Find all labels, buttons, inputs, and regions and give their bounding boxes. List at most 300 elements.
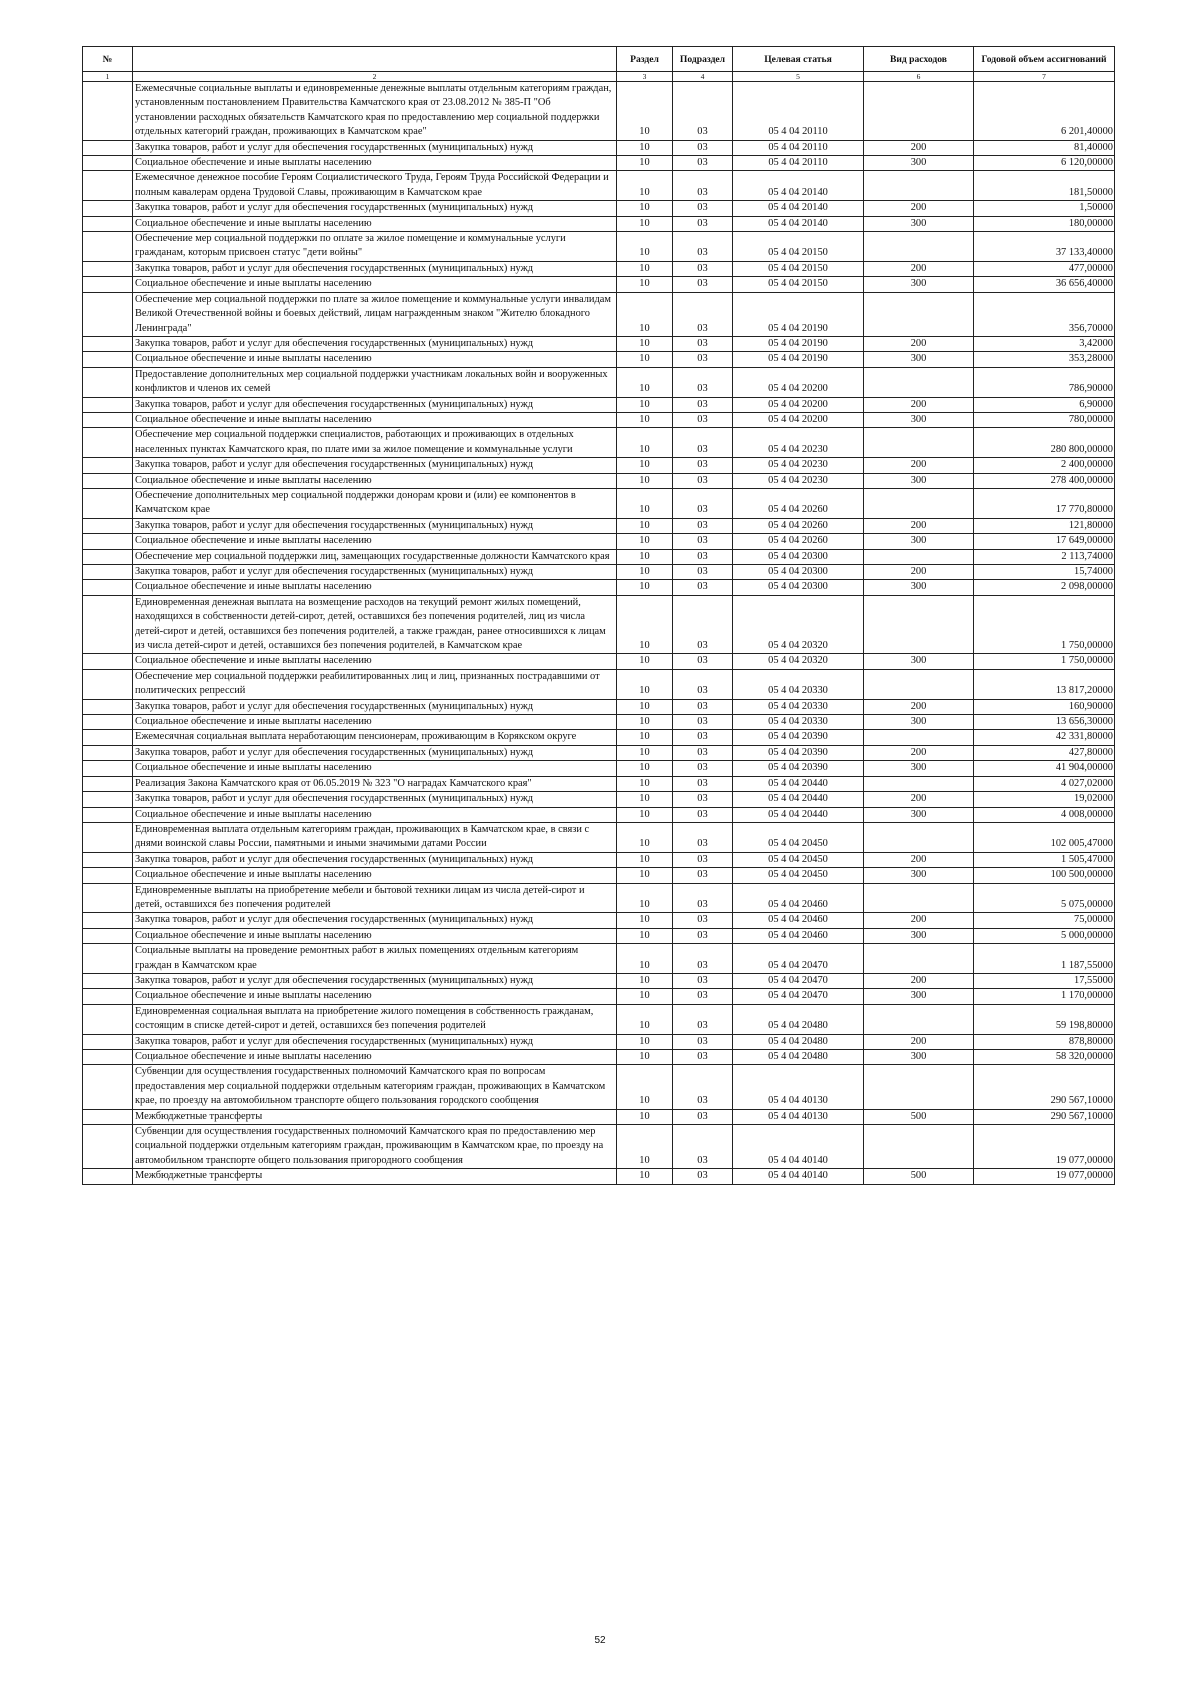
row-amount-cell: 81,40000 <box>974 140 1115 155</box>
row-number-cell <box>83 654 133 669</box>
row-subsection-cell: 03 <box>673 1169 733 1184</box>
row-number-cell <box>83 1169 133 1184</box>
row-subsection-cell: 03 <box>673 261 733 276</box>
row-name-cell: Ежемесячная социальная выплата неработающим пенсионерам, проживающим в Корякском округе <box>133 730 617 745</box>
row-subsection-cell: 03 <box>673 534 733 549</box>
row-name-cell: Единовременная социальная выплата на приобретение жилого помещения в собственность гражданам, состоящим в списке детей-сирот и детей, оставшихся без попечения родителей <box>133 1004 617 1034</box>
row-number-cell <box>83 807 133 822</box>
row-number-cell <box>83 699 133 714</box>
row-name-cell: Закупка товаров, работ и услуг для обеспечения государственных (муниципальных) нужд <box>133 745 617 760</box>
row-number-cell <box>83 367 133 397</box>
row-amount-cell: 6 201,40000 <box>974 82 1115 141</box>
row-section-cell: 10 <box>617 261 673 276</box>
row-name-cell: Обеспечение мер социальной поддержки лиц, замещающих государственные должности Камчатского края <box>133 549 617 564</box>
row-target-article-cell: 05 4 04 20470 <box>733 989 864 1004</box>
row-subsection-cell: 03 <box>673 595 733 654</box>
table-row <box>83 565 1115 580</box>
row-section-cell: 10 <box>617 595 673 654</box>
row-amount-cell: 1,50000 <box>974 201 1115 216</box>
row-name-cell: Ежемесячное денежное пособие Героям Социалистического Труда, Героям Труда Российской Федерации и полным кавалерам ордена Трудовой Славы, проживающим в Камчатском крае <box>133 171 617 201</box>
row-subsection-cell: 03 <box>673 412 733 427</box>
row-number-cell <box>83 852 133 867</box>
row-subsection-cell: 03 <box>673 488 733 518</box>
row-number-cell <box>83 822 133 852</box>
row-amount-cell: 780,00000 <box>974 412 1115 427</box>
row-amount-cell: 13 656,30000 <box>974 715 1115 730</box>
row-subsection-cell: 03 <box>673 761 733 776</box>
row-target-article-cell: 05 4 04 20300 <box>733 549 864 564</box>
table-row <box>83 776 1115 791</box>
row-subsection-cell: 03 <box>673 580 733 595</box>
row-expense-type-cell <box>864 776 974 791</box>
row-section-cell: 10 <box>617 807 673 822</box>
row-number-cell <box>83 201 133 216</box>
row-number-cell <box>83 473 133 488</box>
table-row <box>83 156 1115 171</box>
row-number-cell <box>83 1004 133 1034</box>
row-subsection-cell: 03 <box>673 201 733 216</box>
row-expense-type-cell: 200 <box>864 518 974 533</box>
row-amount-cell: 290 567,10000 <box>974 1109 1115 1124</box>
row-target-article-cell: 05 4 04 20440 <box>733 776 864 791</box>
row-subsection-cell: 03 <box>673 822 733 852</box>
row-name-cell: Социальное обеспечение и иные выплаты населению <box>133 807 617 822</box>
table-row <box>83 730 1115 745</box>
row-number-cell <box>83 156 133 171</box>
table-row <box>83 488 1115 518</box>
row-target-article-cell: 05 4 04 20140 <box>733 201 864 216</box>
row-target-article-cell: 05 4 04 20450 <box>733 852 864 867</box>
row-amount-cell: 878,80000 <box>974 1034 1115 1049</box>
table-row <box>83 715 1115 730</box>
row-subsection-cell: 03 <box>673 397 733 412</box>
row-amount-cell: 278 400,00000 <box>974 473 1115 488</box>
column-number-5: 5 <box>733 72 864 82</box>
row-target-article-cell: 05 4 04 20110 <box>733 156 864 171</box>
row-number-cell <box>83 715 133 730</box>
header-number: № <box>83 47 133 72</box>
row-subsection-cell: 03 <box>673 1050 733 1065</box>
row-expense-type-cell: 300 <box>864 534 974 549</box>
row-expense-type-cell <box>864 822 974 852</box>
row-expense-type-cell: 300 <box>864 473 974 488</box>
row-subsection-cell: 03 <box>673 1034 733 1049</box>
row-target-article-cell: 05 4 04 20230 <box>733 473 864 488</box>
row-name-cell: Обеспечение мер социальной поддержки реабилитированных лиц и лиц, признанных пострадавшими от политических репрессий <box>133 669 617 699</box>
row-amount-cell: 17 649,00000 <box>974 534 1115 549</box>
row-section-cell: 10 <box>617 397 673 412</box>
row-name-cell: Субвенции для осуществления государственных полномочий Камчатского края по вопросам предоставления мер социальной поддержки отдельным категориям граждан, проживающих в Камчатском крае, по проезду на автомобильном транспорте общего пользования городского сообщения <box>133 1065 617 1109</box>
row-target-article-cell: 05 4 04 20190 <box>733 292 864 336</box>
row-amount-cell: 4 027,02000 <box>974 776 1115 791</box>
row-section-cell: 10 <box>617 518 673 533</box>
row-amount-cell: 121,80000 <box>974 518 1115 533</box>
row-expense-type-cell <box>864 944 974 974</box>
row-amount-cell: 3,42000 <box>974 336 1115 351</box>
row-section-cell: 10 <box>617 171 673 201</box>
table-row <box>83 534 1115 549</box>
row-number-cell <box>83 883 133 913</box>
row-expense-type-cell: 300 <box>864 352 974 367</box>
row-subsection-cell: 03 <box>673 82 733 141</box>
row-expense-type-cell: 200 <box>864 699 974 714</box>
row-target-article-cell: 05 4 04 20110 <box>733 82 864 141</box>
row-name-cell: Социальное обеспечение и иные выплаты населению <box>133 534 617 549</box>
row-expense-type-cell: 200 <box>864 565 974 580</box>
row-number-cell <box>83 761 133 776</box>
row-section-cell: 10 <box>617 745 673 760</box>
row-target-article-cell: 05 4 04 20300 <box>733 565 864 580</box>
row-name-cell: Обеспечение мер социальной поддержки по плате за жилое помещение и коммунальные услуги инвалидам Великой Отечественной войны и боевых действий, лицам награжденным знаком "Жителю блокадного Ленинграда" <box>133 292 617 336</box>
row-expense-type-cell: 200 <box>864 852 974 867</box>
row-amount-cell: 160,90000 <box>974 699 1115 714</box>
row-amount-cell: 180,00000 <box>974 216 1115 231</box>
row-number-cell <box>83 518 133 533</box>
row-expense-type-cell <box>864 292 974 336</box>
row-expense-type-cell: 300 <box>864 868 974 883</box>
row-name-cell: Социальное обеспечение и иные выплаты населению <box>133 1050 617 1065</box>
row-name-cell: Предоставление дополнительных мер социальной поддержки участникам локальных войн и вооруженных конфликтов и членов их семей <box>133 367 617 397</box>
row-name-cell: Социальное обеспечение и иные выплаты населению <box>133 715 617 730</box>
row-expense-type-cell: 300 <box>864 989 974 1004</box>
row-section-cell: 10 <box>617 699 673 714</box>
row-expense-type-cell <box>864 549 974 564</box>
row-subsection-cell: 03 <box>673 1004 733 1034</box>
row-target-article-cell: 05 4 04 20440 <box>733 792 864 807</box>
table-row <box>83 367 1115 397</box>
row-target-article-cell: 05 4 04 20480 <box>733 1004 864 1034</box>
row-target-article-cell: 05 4 04 20460 <box>733 913 864 928</box>
row-target-article-cell: 05 4 04 40140 <box>733 1125 864 1169</box>
row-section-cell: 10 <box>617 352 673 367</box>
row-target-article-cell: 05 4 04 20200 <box>733 397 864 412</box>
row-target-article-cell: 05 4 04 20390 <box>733 730 864 745</box>
row-name-cell: Ежемесячные социальные выплаты и единовременные денежные выплаты отдельным категориям граждан, установленным постановлением Правительства Камчатского края от 23.08.2012 № 385-П "Об установлении расходных обязательств Камчатского края по предоставлению мер социальной поддержки отдельных категорий граждан, проживающих в Камчатском крае" <box>133 82 617 141</box>
row-number-cell <box>83 352 133 367</box>
row-number-cell <box>83 973 133 988</box>
row-target-article-cell: 05 4 04 20150 <box>733 261 864 276</box>
column-number-4: 4 <box>673 72 733 82</box>
header-annual-amount: Годовой объем ассигнований <box>974 47 1115 72</box>
row-section-cell: 10 <box>617 292 673 336</box>
row-subsection-cell: 03 <box>673 367 733 397</box>
table-header <box>83 47 1115 82</box>
row-amount-cell: 19,02000 <box>974 792 1115 807</box>
table-row <box>83 852 1115 867</box>
row-target-article-cell: 05 4 04 20300 <box>733 580 864 595</box>
row-name-cell: Социальное обеспечение и иные выплаты населению <box>133 412 617 427</box>
row-amount-cell: 290 567,10000 <box>974 1065 1115 1109</box>
row-name-cell: Закупка товаров, работ и услуг для обеспечения государственных (муниципальных) нужд <box>133 140 617 155</box>
row-name-cell: Закупка товаров, работ и услуг для обеспечения государственных (муниципальных) нужд <box>133 458 617 473</box>
row-subsection-cell: 03 <box>673 171 733 201</box>
row-number-cell <box>83 928 133 943</box>
table-row <box>83 580 1115 595</box>
table-row <box>83 336 1115 351</box>
table-row <box>83 883 1115 913</box>
row-expense-type-cell: 200 <box>864 745 974 760</box>
row-subsection-cell: 03 <box>673 1065 733 1109</box>
row-subsection-cell: 03 <box>673 852 733 867</box>
row-expense-type-cell: 300 <box>864 580 974 595</box>
row-section-cell: 10 <box>617 928 673 943</box>
table-row <box>83 868 1115 883</box>
row-number-cell <box>83 428 133 458</box>
row-subsection-cell: 03 <box>673 807 733 822</box>
table-row <box>83 913 1115 928</box>
row-subsection-cell: 03 <box>673 730 733 745</box>
row-amount-cell: 102 005,47000 <box>974 822 1115 852</box>
row-section-cell: 10 <box>617 1050 673 1065</box>
row-subsection-cell: 03 <box>673 745 733 760</box>
row-section-cell: 10 <box>617 669 673 699</box>
table-row <box>83 1004 1115 1034</box>
row-section-cell: 10 <box>617 458 673 473</box>
header-expense-type: Вид расходов <box>864 47 974 72</box>
row-section-cell: 10 <box>617 1004 673 1034</box>
row-section-cell: 10 <box>617 1034 673 1049</box>
row-name-cell: Социальное обеспечение и иные выплаты населению <box>133 352 617 367</box>
row-expense-type-cell: 200 <box>864 140 974 155</box>
row-amount-cell: 181,50000 <box>974 171 1115 201</box>
row-target-article-cell: 05 4 04 20260 <box>733 518 864 533</box>
row-section-cell: 10 <box>617 973 673 988</box>
row-expense-type-cell: 300 <box>864 277 974 292</box>
row-subsection-cell: 03 <box>673 989 733 1004</box>
row-amount-cell: 5 000,00000 <box>974 928 1115 943</box>
row-target-article-cell: 05 4 04 20190 <box>733 336 864 351</box>
row-number-cell <box>83 580 133 595</box>
row-number-cell <box>83 549 133 564</box>
row-number-cell <box>83 534 133 549</box>
row-expense-type-cell: 300 <box>864 761 974 776</box>
row-expense-type-cell: 200 <box>864 792 974 807</box>
row-subsection-cell: 03 <box>673 277 733 292</box>
row-expense-type-cell <box>864 883 974 913</box>
row-name-cell: Единовременная денежная выплата на возмещение расходов на текущий ремонт жилых помещений, находящихся в собственности детей-сирот, детей, оставшихся без попечения родителей, лиц из числа детей-сирот и детей, оставшихся без попечения родителей, а также граждан, ранее относившихся к лицам из числа детей-сирот и детей, оставшихся без попечения родителей, в Камчатском крае <box>133 595 617 654</box>
row-expense-type-cell <box>864 232 974 262</box>
row-number-cell <box>83 1034 133 1049</box>
row-target-article-cell: 05 4 04 20230 <box>733 428 864 458</box>
row-expense-type-cell: 200 <box>864 336 974 351</box>
row-target-article-cell: 05 4 04 20200 <box>733 367 864 397</box>
row-amount-cell: 36 656,40000 <box>974 277 1115 292</box>
row-name-cell: Обеспечение дополнительных мер социальной поддержки донорам крови и (или) ее компонентов в Камчатском крае <box>133 488 617 518</box>
row-number-cell <box>83 595 133 654</box>
table-row <box>83 458 1115 473</box>
row-target-article-cell: 05 4 04 20450 <box>733 868 864 883</box>
row-number-cell <box>83 1050 133 1065</box>
row-target-article-cell: 05 4 04 20470 <box>733 944 864 974</box>
table-row <box>83 944 1115 974</box>
row-section-cell: 10 <box>617 715 673 730</box>
row-number-cell <box>83 1109 133 1124</box>
row-name-cell: Единовременная выплата отдельным категориям граждан, проживающих в Камчатском крае, в связи с днями воинской славы России, памятными и иными значимыми датами России <box>133 822 617 852</box>
row-number-cell <box>83 488 133 518</box>
row-target-article-cell: 05 4 04 20150 <box>733 232 864 262</box>
row-section-cell: 10 <box>617 140 673 155</box>
table-row <box>83 928 1115 943</box>
row-subsection-cell: 03 <box>673 473 733 488</box>
table-row <box>83 428 1115 458</box>
row-number-cell <box>83 397 133 412</box>
row-number-cell <box>83 292 133 336</box>
row-subsection-cell: 03 <box>673 549 733 564</box>
row-name-cell: Реализация Закона Камчатского края от 06.05.2019 № 323 "О наградах Камчатского края" <box>133 776 617 791</box>
row-target-article-cell: 05 4 04 20140 <box>733 171 864 201</box>
table-row <box>83 654 1115 669</box>
row-name-cell: Социальное обеспечение и иные выплаты населению <box>133 277 617 292</box>
row-amount-cell: 41 904,00000 <box>974 761 1115 776</box>
row-target-article-cell: 05 4 04 20330 <box>733 669 864 699</box>
row-subsection-cell: 03 <box>673 1125 733 1169</box>
row-section-cell: 10 <box>617 428 673 458</box>
row-subsection-cell: 03 <box>673 669 733 699</box>
row-section-cell: 10 <box>617 792 673 807</box>
row-section-cell: 10 <box>617 473 673 488</box>
row-target-article-cell: 05 4 04 20320 <box>733 654 864 669</box>
row-subsection-cell: 03 <box>673 216 733 231</box>
row-name-cell: Социальное обеспечение и иные выплаты населению <box>133 761 617 776</box>
table-row <box>83 261 1115 276</box>
row-amount-cell: 353,28000 <box>974 352 1115 367</box>
table-row <box>83 792 1115 807</box>
row-subsection-cell: 03 <box>673 232 733 262</box>
row-name-cell: Социальное обеспечение и иные выплаты населению <box>133 473 617 488</box>
row-name-cell: Обеспечение мер социальной поддержки по оплате за жилое помещение и коммунальные услуги гражданам, которым присвоен статус "дети войны" <box>133 232 617 262</box>
row-expense-type-cell: 200 <box>864 397 974 412</box>
row-amount-cell: 15,74000 <box>974 565 1115 580</box>
row-target-article-cell: 05 4 04 20480 <box>733 1034 864 1049</box>
table-row <box>83 232 1115 262</box>
header-section: Раздел <box>617 47 673 72</box>
row-section-cell: 10 <box>617 1109 673 1124</box>
row-name-cell: Социальное обеспечение и иные выплаты населению <box>133 989 617 1004</box>
row-section-cell: 10 <box>617 776 673 791</box>
row-name-cell: Единовременные выплаты на приобретение мебели и бытовой техники лицам из числа детей-сирот и детей, оставшихся без попечения родителей <box>133 883 617 913</box>
row-target-article-cell: 05 4 04 20480 <box>733 1050 864 1065</box>
row-name-cell: Закупка товаров, работ и услуг для обеспечения государственных (муниципальных) нужд <box>133 913 617 928</box>
row-expense-type-cell: 200 <box>864 973 974 988</box>
table-row <box>83 201 1115 216</box>
row-expense-type-cell: 300 <box>864 928 974 943</box>
row-expense-type-cell: 200 <box>864 201 974 216</box>
row-number-cell <box>83 1065 133 1109</box>
row-subsection-cell: 03 <box>673 699 733 714</box>
row-section-cell: 10 <box>617 534 673 549</box>
header-target-article: Целевая статья <box>733 47 864 72</box>
table-row <box>83 82 1115 141</box>
row-number-cell <box>83 140 133 155</box>
row-amount-cell: 4 008,00000 <box>974 807 1115 822</box>
row-section-cell: 10 <box>617 82 673 141</box>
row-amount-cell: 6,90000 <box>974 397 1115 412</box>
row-name-cell: Закупка товаров, работ и услуг для обеспечения государственных (муниципальных) нужд <box>133 261 617 276</box>
row-section-cell: 10 <box>617 1065 673 1109</box>
row-target-article-cell: 05 4 04 20230 <box>733 458 864 473</box>
row-section-cell: 10 <box>617 822 673 852</box>
row-target-article-cell: 05 4 04 40130 <box>733 1109 864 1124</box>
page-number: 52 <box>594 1635 606 1646</box>
row-subsection-cell: 03 <box>673 776 733 791</box>
row-expense-type-cell <box>864 669 974 699</box>
row-section-cell: 10 <box>617 565 673 580</box>
row-number-cell <box>83 669 133 699</box>
row-amount-cell: 280 800,00000 <box>974 428 1115 458</box>
column-number-7: 7 <box>974 72 1115 82</box>
table-row <box>83 292 1115 336</box>
row-expense-type-cell <box>864 595 974 654</box>
row-expense-type-cell: 200 <box>864 458 974 473</box>
row-target-article-cell: 05 4 04 20470 <box>733 973 864 988</box>
row-number-cell <box>83 458 133 473</box>
row-number-cell <box>83 745 133 760</box>
row-target-article-cell: 05 4 04 40140 <box>733 1169 864 1184</box>
table-row <box>83 140 1115 155</box>
row-name-cell: Социальное обеспечение и иные выплаты населению <box>133 868 617 883</box>
row-subsection-cell: 03 <box>673 156 733 171</box>
row-subsection-cell: 03 <box>673 458 733 473</box>
row-name-cell: Закупка товаров, работ и услуг для обеспечения государственных (муниципальных) нужд <box>133 518 617 533</box>
row-section-cell: 10 <box>617 549 673 564</box>
header-name <box>133 47 617 72</box>
row-amount-cell: 1 750,00000 <box>974 654 1115 669</box>
row-number-cell <box>83 913 133 928</box>
row-section-cell: 10 <box>617 488 673 518</box>
row-name-cell: Закупка товаров, работ и услуг для обеспечения государственных (муниципальных) нужд <box>133 852 617 867</box>
row-number-cell <box>83 171 133 201</box>
row-amount-cell: 786,90000 <box>974 367 1115 397</box>
row-subsection-cell: 03 <box>673 336 733 351</box>
row-number-cell <box>83 989 133 1004</box>
row-target-article-cell: 05 4 04 20320 <box>733 595 864 654</box>
row-section-cell: 10 <box>617 761 673 776</box>
table-row <box>83 473 1115 488</box>
row-amount-cell: 58 320,00000 <box>974 1050 1115 1065</box>
row-target-article-cell: 05 4 04 20440 <box>733 807 864 822</box>
row-expense-type-cell: 500 <box>864 1109 974 1124</box>
row-name-cell: Закупка товаров, работ и услуг для обеспечения государственных (муниципальных) нужд <box>133 565 617 580</box>
row-name-cell: Социальное обеспечение и иные выплаты населению <box>133 654 617 669</box>
row-amount-cell: 42 331,80000 <box>974 730 1115 745</box>
row-amount-cell: 1 505,47000 <box>974 852 1115 867</box>
row-target-article-cell: 05 4 04 20390 <box>733 745 864 760</box>
row-target-article-cell: 05 4 04 20150 <box>733 277 864 292</box>
table-row <box>83 699 1115 714</box>
row-number-cell <box>83 82 133 141</box>
row-number-cell <box>83 412 133 427</box>
table-row <box>83 1065 1115 1109</box>
row-name-cell: Закупка товаров, работ и услуг для обеспечения государственных (муниципальных) нужд <box>133 792 617 807</box>
table-body <box>83 82 1115 1185</box>
row-subsection-cell: 03 <box>673 715 733 730</box>
row-target-article-cell: 05 4 04 20390 <box>733 761 864 776</box>
row-subsection-cell: 03 <box>673 883 733 913</box>
column-number-1: 1 <box>83 72 133 82</box>
row-amount-cell: 427,80000 <box>974 745 1115 760</box>
row-target-article-cell: 05 4 04 40130 <box>733 1065 864 1109</box>
table-row <box>83 412 1115 427</box>
row-amount-cell: 59 198,80000 <box>974 1004 1115 1034</box>
row-amount-cell: 17 770,80000 <box>974 488 1115 518</box>
row-number-cell <box>83 336 133 351</box>
column-number-2: 2 <box>133 72 617 82</box>
row-name-cell: Закупка товаров, работ и услуг для обеспечения государственных (муниципальных) нужд <box>133 397 617 412</box>
row-section-cell: 10 <box>617 1169 673 1184</box>
row-target-article-cell: 05 4 04 20460 <box>733 883 864 913</box>
row-subsection-cell: 03 <box>673 944 733 974</box>
table-row <box>83 1169 1115 1184</box>
